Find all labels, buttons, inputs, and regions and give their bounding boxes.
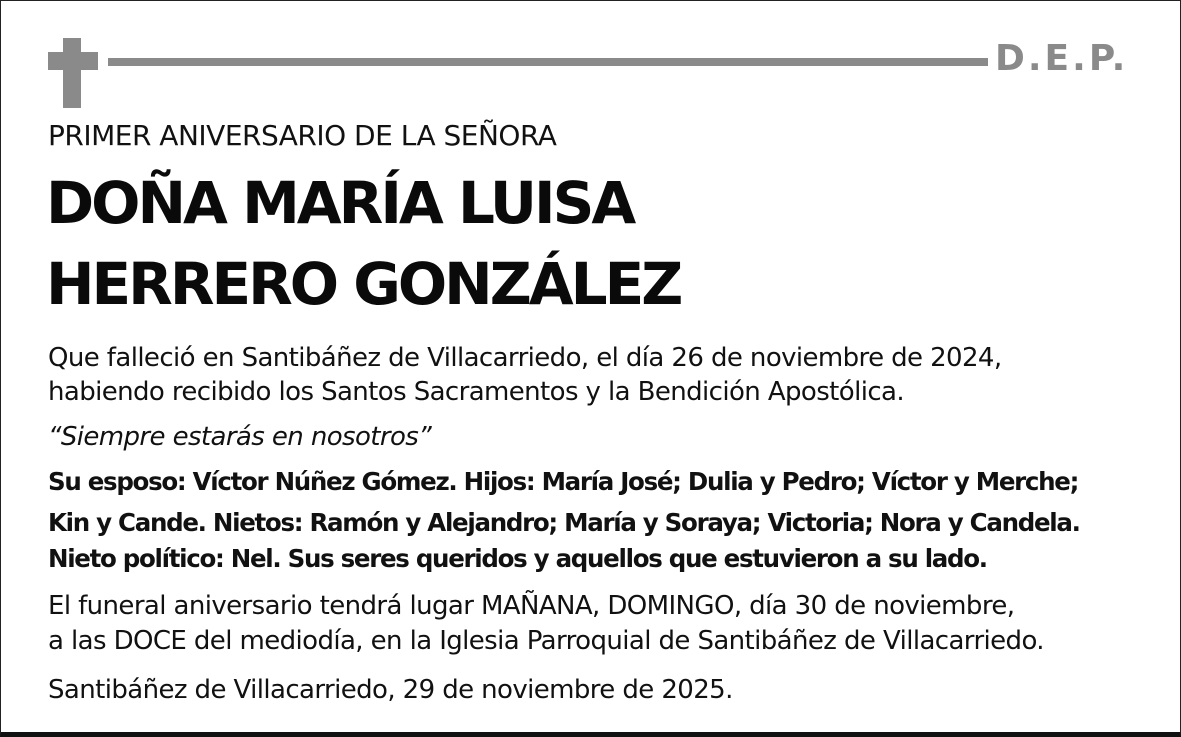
header-rule — [108, 58, 988, 66]
place-and-date: Santibáñez de Villacarriedo, 29 de noviembre de 2025. — [48, 675, 733, 705]
family-line-3: Nieto político: Nel. Sus seres queridos y aquellos que estuvieron a su lado. — [48, 544, 987, 573]
deceased-name-line-2: HERRERO GONZÁLEZ — [46, 250, 681, 318]
family-line-2: Kin y Cande. Nietos: Ramón y Alejandro; María y Soraya; Victoria; Nora y Candela. — [48, 508, 1080, 537]
memorial-quote: “Siempre estarás en nosotros” — [48, 422, 432, 452]
funeral-info-line-1: El funeral aniversario tendrá lugar MAÑANA, DOMINGO, día 30 de noviembre, — [48, 591, 1015, 621]
death-info-line-2: habiendo recibido los Santos Sacramentos y la Bendición Apostólica. — [48, 377, 905, 407]
cross-vertical-bar — [63, 38, 81, 108]
death-info-line-1: Que falleció en Santibáñez de Villacarriedo, el día 26 de noviembre de 2024, — [48, 343, 1002, 373]
deceased-name-line-1: DOÑA MARÍA LUISA — [46, 169, 634, 237]
pre-title: PRIMER ANIVERSARIO DE LA SEÑORA — [48, 119, 557, 152]
cross-horizontal-bar — [48, 52, 98, 70]
family-line-1: Su esposo: Víctor Núñez Gómez. Hijos: María José; Dulia y Pedro; Víctor y Merche; — [48, 467, 1079, 496]
dep-label: D.E.P. — [995, 38, 1129, 79]
funeral-info-line-2: a las DOCE del mediodía, en la Iglesia Parroquial de Santibáñez de Villacarriedo. — [48, 626, 1044, 656]
